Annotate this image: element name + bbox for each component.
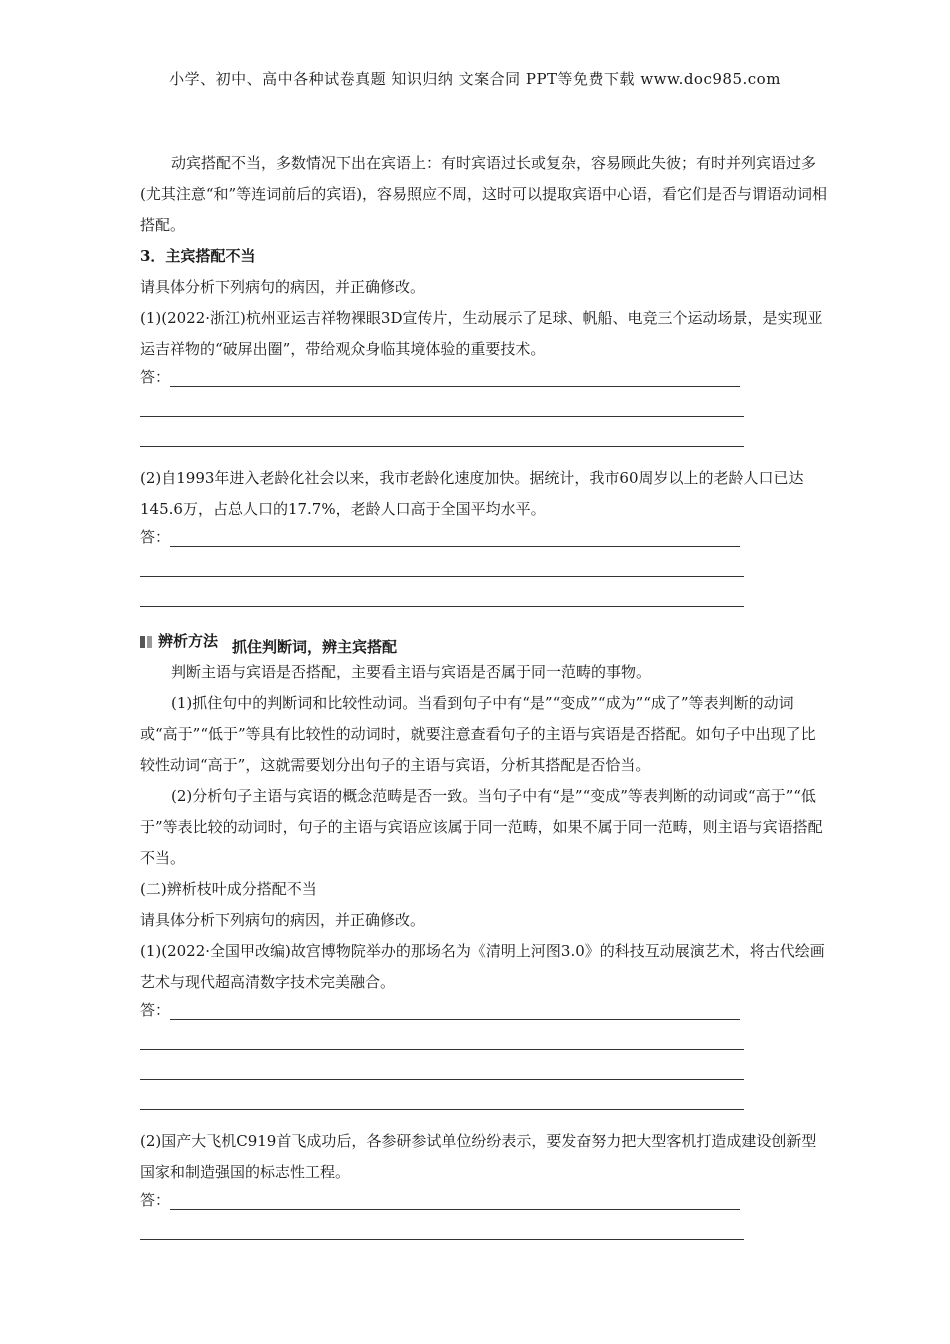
answer-rule xyxy=(170,1019,740,1020)
section-two-instruction: 请具体分析下列病句的病因，并正确修改。 xyxy=(140,911,426,929)
section-two-title: (二)辨析枝叶成分搭配不当 xyxy=(140,880,317,898)
answer-line[interactable] xyxy=(140,525,830,553)
blank-answer-line[interactable] xyxy=(140,423,830,453)
method-paragraph-1: 判断主语与宾语是否搭配，主要看主语与宾语是否属于同一范畴的事物。 xyxy=(171,663,652,681)
blank-answer-line[interactable] xyxy=(140,393,830,423)
page-header: 小学、初中、高中各种试卷真题 知识归纳 文案合同 PPT等免费下载 www.doc985.com xyxy=(169,70,781,88)
answer-rule xyxy=(140,416,744,417)
blank-answer-line[interactable] xyxy=(140,1026,830,1056)
intro-paragraph: 动宾搭配不当，多数情况下出在宾语上：有时宾语过长或复杂，容易顾此失彼；有时并列宾语过多(尤其注意“和”等连词前后的宾语)，容易照应不周，这时可以提取宾语中心语，看它们是否与谓语动词相搭配。 xyxy=(140,154,828,234)
answer-label: 答： xyxy=(140,1191,171,1209)
blank-answer-line[interactable] xyxy=(140,1216,830,1246)
answer-rule xyxy=(170,546,740,547)
method-tag-label: 辨析方法 xyxy=(158,632,219,650)
blank-answer-line[interactable] xyxy=(140,1056,830,1086)
method-heading xyxy=(140,617,830,657)
answer-line[interactable] xyxy=(140,365,830,393)
answer-label: 答： xyxy=(140,528,171,546)
answer-label: 答： xyxy=(140,1001,171,1019)
method-bar-icon xyxy=(140,636,152,648)
blank-answer-line[interactable] xyxy=(140,583,830,613)
method-tag xyxy=(140,626,218,657)
answer-label: 答： xyxy=(140,368,171,386)
answer-rule xyxy=(140,1049,744,1050)
answer-rule xyxy=(140,1079,744,1080)
question-2-2: (2)国产大飞机C919首飞成功后，各参研参试单位纷纷表示，要发奋努力把大型客机打造成建设创新型国家和制造强国的标志性工程。 xyxy=(140,1132,817,1181)
document-body xyxy=(140,148,830,1246)
method-paragraph-3: (2)分析句子主语与宾语的概念范畴是否一致。当句子中有“是”“变成”等表判断的动词或“高于”“低于”等表比较的动词时，句子的主语与宾语应该属于同一范畴，如果不属于同一范畴，则主语与宾语搭配不当。 xyxy=(140,787,823,867)
answer-rule xyxy=(140,446,744,447)
answer-line[interactable] xyxy=(140,998,830,1026)
question-3-2: (2)自1993年进入老龄化社会以来，我市老龄化速度加快。据统计，我市60周岁以上的老龄人口已达145.6万，占总人口的17.7%，老龄人口高于全国平均水平。 xyxy=(140,469,804,518)
answer-rule xyxy=(170,386,740,387)
answer-rule xyxy=(140,576,744,577)
answer-rule xyxy=(170,1209,740,1210)
method-title: 抓住判断词，辨主宾搭配 xyxy=(232,638,398,656)
blank-answer-line[interactable] xyxy=(140,553,830,583)
question-2-1: (1)(2022·全国甲改编)故宫博物院举办的那场名为《清明上河图3.0》的科技互动展演艺术，将古代绘画艺术与现代超高清数字技术完美融合。 xyxy=(140,942,825,991)
answer-rule xyxy=(140,1239,744,1240)
blank-answer-line[interactable] xyxy=(140,1086,830,1116)
section-3-instruction: 请具体分析下列病句的病因，并正确修改。 xyxy=(140,278,426,296)
section-3-title: 3．主宾搭配不当 xyxy=(140,247,256,265)
answer-rule xyxy=(140,1109,744,1110)
answer-rule xyxy=(140,606,744,607)
method-paragraph-2: (1)抓住句中的判断词和比较性动词。当看到句子中有“是”“变成”“成为”“成了”等表判断的动词或“高于”“低于”等具有比较性的动词时，就要注意查看句子的主语与宾语是否搭配。如句子中出现了比较性动词“高于”，这就需要划分出句子的主语与宾语，分析其搭配是否恰当。 xyxy=(140,694,816,774)
answer-line[interactable] xyxy=(140,1188,830,1216)
question-3-1: (1)(2022·浙江)杭州亚运吉祥物裸眼3D宣传片，生动展示了足球、帆船、电竞三个运动场景，是实现亚运吉祥物的“破屏出圈”，带给观众身临其境体验的重要技术。 xyxy=(140,309,823,358)
